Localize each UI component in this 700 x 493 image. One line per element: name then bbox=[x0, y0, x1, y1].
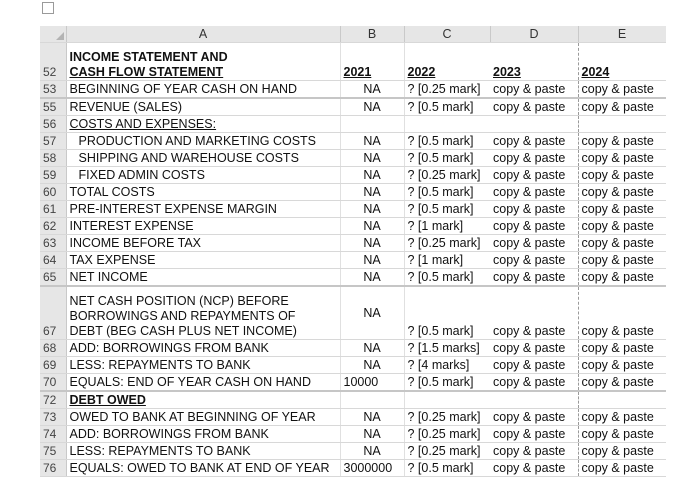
spreadsheet-grid bbox=[40, 26, 666, 477]
cell-d[interactable]: copy & paste bbox=[490, 98, 578, 116]
cell-d[interactable]: copy & paste bbox=[490, 167, 578, 184]
cell-c[interactable]: ? [0.5 mark] bbox=[404, 374, 490, 392]
cell-a[interactable]: BEGINNING OF YEAR CASH ON HAND bbox=[66, 81, 340, 99]
cell-e[interactable]: copy & paste bbox=[578, 218, 666, 235]
cell-c[interactable]: ? [0.5 mark] bbox=[404, 184, 490, 201]
row-number[interactable]: 69 bbox=[40, 357, 66, 374]
cell-b[interactable]: NA bbox=[340, 443, 404, 460]
cell-c[interactable]: ? [4 marks] bbox=[404, 357, 490, 374]
cell-e[interactable]: copy & paste bbox=[578, 409, 666, 426]
cell-a[interactable]: INCOME BEFORE TAX bbox=[66, 235, 340, 252]
row-number[interactable]: 59 bbox=[40, 167, 66, 184]
row-number[interactable]: 53 bbox=[40, 81, 66, 99]
statement-title-line1: INCOME STATEMENT AND bbox=[69, 50, 228, 64]
row-number[interactable]: 73 bbox=[40, 409, 66, 426]
cell-a[interactable] bbox=[66, 286, 340, 340]
table-row bbox=[40, 374, 666, 392]
cell-d[interactable] bbox=[490, 391, 578, 409]
cell-a[interactable]: FIXED ADMIN COSTS bbox=[66, 167, 340, 184]
cell-a-line2: BORROWINGS AND REPAYMENTS OF bbox=[69, 309, 296, 323]
cell-d[interactable]: copy & paste bbox=[490, 150, 578, 167]
cell-d[interactable]: copy & paste bbox=[490, 357, 578, 374]
cell-e[interactable] bbox=[578, 116, 666, 133]
cell-a[interactable]: TAX EXPENSE bbox=[66, 252, 340, 269]
cell-c[interactable]: ? [0.25 mark] bbox=[404, 409, 490, 426]
cell-e[interactable]: copy & paste bbox=[578, 98, 666, 116]
cell-b[interactable]: NA bbox=[340, 286, 404, 340]
cell-a[interactable]: PRODUCTION AND MARKETING COSTS bbox=[66, 133, 340, 150]
cell-b[interactable]: NA bbox=[340, 218, 404, 235]
row-number[interactable]: 67 bbox=[40, 286, 66, 340]
cell-c[interactable] bbox=[404, 391, 490, 409]
table-row bbox=[40, 252, 666, 269]
cell-c[interactable]: ? [1 mark] bbox=[404, 218, 490, 235]
cell-b[interactable]: NA bbox=[340, 133, 404, 150]
column-header-a[interactable]: A bbox=[66, 26, 340, 43]
table-row bbox=[40, 81, 666, 99]
table-row bbox=[40, 218, 666, 235]
cell-e[interactable] bbox=[578, 391, 666, 409]
row-number[interactable]: 52 bbox=[40, 43, 66, 81]
cell-d[interactable]: copy & paste bbox=[490, 269, 578, 287]
cell-e[interactable]: copy & paste bbox=[578, 269, 666, 287]
cell-e[interactable]: copy & paste bbox=[578, 167, 666, 184]
cell-c[interactable]: ? [0.25 mark] bbox=[404, 235, 490, 252]
cell-c[interactable]: ? [0.25 mark] bbox=[404, 426, 490, 443]
cell-e[interactable]: copy & paste bbox=[578, 201, 666, 218]
row-number[interactable]: 61 bbox=[40, 201, 66, 218]
row-number[interactable]: 60 bbox=[40, 184, 66, 201]
statement-title-line2: CASH FLOW STATEMENT bbox=[69, 65, 224, 79]
cell-c[interactable]: ? [0.5 mark] bbox=[404, 460, 490, 477]
cell-a[interactable]: TOTAL COSTS bbox=[66, 184, 340, 201]
cell-d[interactable] bbox=[490, 116, 578, 133]
cell-e[interactable]: copy & paste bbox=[578, 374, 666, 392]
cell-d[interactable]: copy & paste bbox=[490, 409, 578, 426]
table-row bbox=[40, 201, 666, 218]
cell-b[interactable]: NA bbox=[340, 357, 404, 374]
table-row bbox=[40, 98, 666, 116]
cell-d[interactable]: copy & paste bbox=[490, 218, 578, 235]
table-row bbox=[40, 150, 666, 167]
cell-b[interactable]: NA bbox=[340, 235, 404, 252]
table-row bbox=[40, 409, 666, 426]
cell-d[interactable]: copy & paste bbox=[490, 252, 578, 269]
row-number[interactable]: 57 bbox=[40, 133, 66, 150]
column-header-row bbox=[40, 26, 666, 43]
cell-e[interactable]: copy & paste bbox=[578, 184, 666, 201]
spreadsheet bbox=[40, 26, 666, 493]
row-number[interactable]: 63 bbox=[40, 235, 66, 252]
cell-a[interactable]: NET INCOME bbox=[66, 269, 340, 287]
cell-d[interactable]: copy & paste bbox=[490, 374, 578, 392]
cell-e[interactable]: 2024 bbox=[578, 43, 666, 81]
table-row bbox=[40, 269, 666, 287]
row-number[interactable]: 76 bbox=[40, 460, 66, 477]
cell-b[interactable]: NA bbox=[340, 340, 404, 357]
row-number[interactable]: 72 bbox=[40, 391, 66, 409]
cell-d[interactable]: copy & paste bbox=[490, 184, 578, 201]
cell-c[interactable]: ? [1.5 marks] bbox=[404, 340, 490, 357]
cell-c[interactable]: ? [0.5 mark] bbox=[404, 269, 490, 287]
cell-a[interactable]: DEBT OWED bbox=[66, 391, 340, 409]
cell-d[interactable]: copy & paste bbox=[490, 81, 578, 99]
row-number[interactable]: 65 bbox=[40, 269, 66, 287]
cell-b[interactable]: NA bbox=[340, 252, 404, 269]
cell-c[interactable]: ? [0.5 mark] bbox=[404, 286, 490, 340]
row-number[interactable]: 55 bbox=[40, 98, 66, 116]
cell-b[interactable]: NA bbox=[340, 81, 404, 99]
cell-b[interactable]: 10000 bbox=[340, 374, 404, 392]
row-number[interactable]: 70 bbox=[40, 374, 66, 392]
cell-a[interactable]: LESS: REPAYMENTS TO BANK bbox=[66, 443, 340, 460]
cell-d[interactable]: copy & paste bbox=[490, 443, 578, 460]
cell-e[interactable]: copy & paste bbox=[578, 133, 666, 150]
cell-b[interactable]: NA bbox=[340, 184, 404, 201]
cell-c[interactable]: ? [0.25 mark] bbox=[404, 443, 490, 460]
cell-d[interactable]: copy & paste bbox=[490, 201, 578, 218]
cell-b[interactable]: NA bbox=[340, 98, 404, 116]
cell-e[interactable]: copy & paste bbox=[578, 460, 666, 477]
cell-e[interactable]: copy & paste bbox=[578, 426, 666, 443]
cell-e[interactable]: copy & paste bbox=[578, 357, 666, 374]
cell-a[interactable]: COSTS AND EXPENSES: bbox=[66, 116, 340, 133]
cell-b[interactable]: NA bbox=[340, 426, 404, 443]
cell-c[interactable]: ? [0.5 mark] bbox=[404, 150, 490, 167]
cell-e[interactable]: copy & paste bbox=[578, 235, 666, 252]
cell-b[interactable]: 3000000 bbox=[340, 460, 404, 477]
cell-a[interactable] bbox=[66, 43, 340, 81]
cell-c[interactable]: ? [0.5 mark] bbox=[404, 201, 490, 218]
cell-e[interactable]: copy & paste bbox=[578, 443, 666, 460]
cell-e[interactable]: copy & paste bbox=[578, 286, 666, 340]
row-number[interactable]: 56 bbox=[40, 116, 66, 133]
row-number[interactable]: 64 bbox=[40, 252, 66, 269]
cell-c[interactable]: ? [0.25 mark] bbox=[404, 81, 490, 99]
table-row bbox=[40, 133, 666, 150]
cell-e[interactable]: copy & paste bbox=[578, 150, 666, 167]
cell-b[interactable] bbox=[340, 391, 404, 409]
cell-b[interactable]: NA bbox=[340, 269, 404, 287]
cell-b[interactable]: NA bbox=[340, 201, 404, 218]
cell-b[interactable]: NA bbox=[340, 150, 404, 167]
cell-b[interactable]: NA bbox=[340, 409, 404, 426]
cell-a-line1: NET CASH POSITION (NCP) BEFORE bbox=[69, 294, 289, 308]
cell-a[interactable]: ADD: BORROWINGS FROM BANK bbox=[66, 340, 340, 357]
row-number[interactable]: 68 bbox=[40, 340, 66, 357]
cell-c[interactable]: 2022 bbox=[404, 43, 490, 81]
cell-c[interactable]: ? [0.5 mark] bbox=[404, 133, 490, 150]
cell-c[interactable]: ? [0.5 mark] bbox=[404, 98, 490, 116]
cell-a[interactable]: PRE-INTEREST EXPENSE MARGIN bbox=[66, 201, 340, 218]
cell-b[interactable]: NA bbox=[340, 167, 404, 184]
cell-d[interactable]: copy & paste bbox=[490, 426, 578, 443]
row-number[interactable]: 62 bbox=[40, 218, 66, 235]
table-row bbox=[40, 167, 666, 184]
table-row bbox=[40, 426, 666, 443]
cell-d[interactable]: copy & paste bbox=[490, 235, 578, 252]
row-number[interactable]: 74 bbox=[40, 426, 66, 443]
cell-a[interactable]: LESS: REPAYMENTS TO BANK bbox=[66, 357, 340, 374]
cell-d[interactable]: copy & paste bbox=[490, 460, 578, 477]
cell-a[interactable]: REVENUE (SALES) bbox=[66, 98, 340, 116]
column-header-c[interactable]: C bbox=[404, 26, 490, 43]
row-number[interactable]: 75 bbox=[40, 443, 66, 460]
table-row bbox=[40, 391, 666, 409]
table-row bbox=[40, 443, 666, 460]
table-row bbox=[40, 286, 666, 340]
column-header-b[interactable]: B bbox=[340, 26, 404, 43]
cell-b[interactable] bbox=[340, 116, 404, 133]
cell-e[interactable]: copy & paste bbox=[578, 252, 666, 269]
cell-c[interactable]: ? [0.25 mark] bbox=[404, 167, 490, 184]
cell-a[interactable]: EQUALS: END OF YEAR CASH ON HAND bbox=[66, 374, 340, 392]
table-row bbox=[40, 460, 666, 477]
cell-d[interactable]: copy & paste bbox=[490, 340, 578, 357]
checkbox[interactable] bbox=[42, 2, 54, 14]
table-row bbox=[40, 235, 666, 252]
cell-a[interactable]: ADD: BORROWINGS FROM BANK bbox=[66, 426, 340, 443]
column-header-d[interactable]: D bbox=[490, 26, 578, 43]
cell-d[interactable]: copy & paste bbox=[490, 133, 578, 150]
cell-a[interactable]: EQUALS: OWED TO BANK AT END OF YEAR bbox=[66, 460, 340, 477]
column-header-e[interactable]: E bbox=[578, 26, 666, 43]
cell-c[interactable] bbox=[404, 116, 490, 133]
table-row bbox=[40, 184, 666, 201]
cell-a[interactable]: INTEREST EXPENSE bbox=[66, 218, 340, 235]
table-row bbox=[40, 357, 666, 374]
cell-d[interactable]: 2023 bbox=[490, 43, 578, 81]
table-row bbox=[40, 340, 666, 357]
select-all-corner[interactable] bbox=[40, 26, 66, 43]
cell-b[interactable]: 2021 bbox=[340, 43, 404, 81]
row-number[interactable]: 58 bbox=[40, 150, 66, 167]
cell-a[interactable]: OWED TO BANK AT BEGINNING OF YEAR bbox=[66, 409, 340, 426]
table-row bbox=[40, 116, 666, 133]
cell-c[interactable]: ? [1 mark] bbox=[404, 252, 490, 269]
cell-a[interactable]: SHIPPING AND WAREHOUSE COSTS bbox=[66, 150, 340, 167]
table-row bbox=[40, 43, 666, 81]
cell-a-line3: DEBT (BEG CASH PLUS NET INCOME) bbox=[69, 324, 297, 338]
cell-e[interactable]: copy & paste bbox=[578, 340, 666, 357]
cell-d[interactable]: copy & paste bbox=[490, 286, 578, 340]
cell-e[interactable]: copy & paste bbox=[578, 81, 666, 99]
